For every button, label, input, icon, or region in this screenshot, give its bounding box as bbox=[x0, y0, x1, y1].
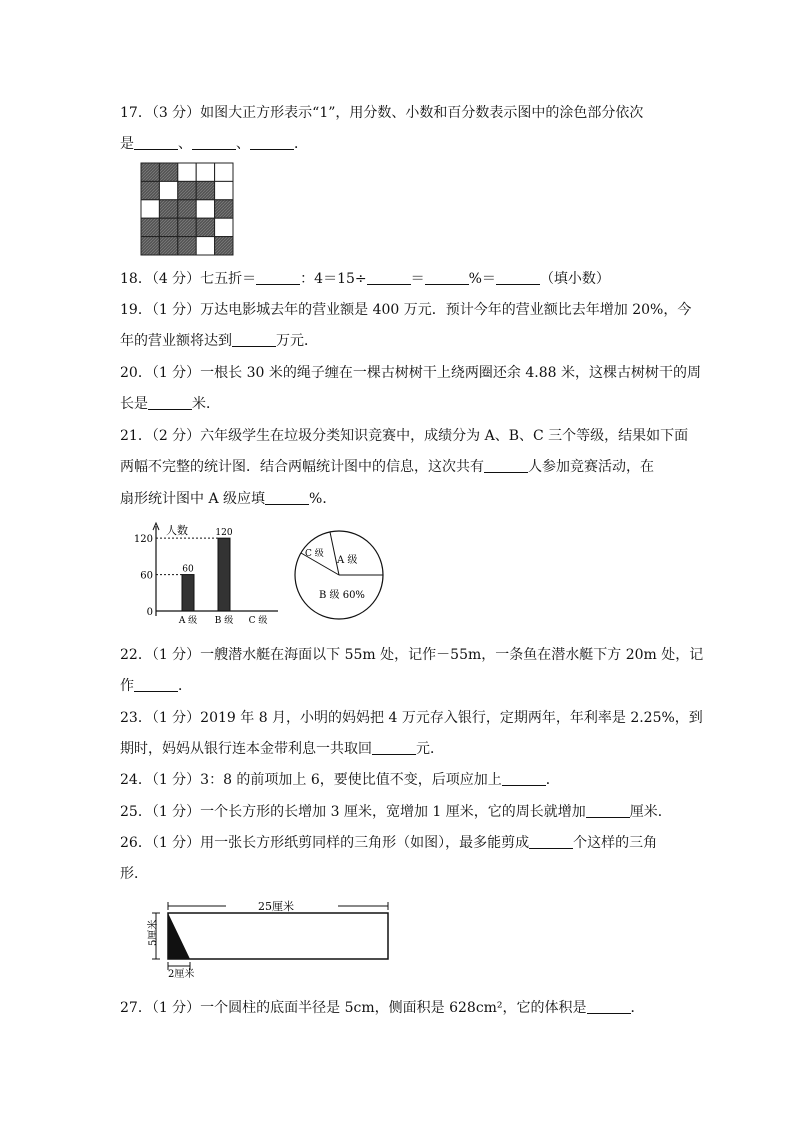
q18-text: %＝ bbox=[468, 271, 496, 287]
answer-blank[interactable] bbox=[134, 135, 178, 150]
answer-blank[interactable] bbox=[367, 270, 411, 285]
answer-blank[interactable] bbox=[134, 677, 178, 692]
q27-text: 27．（1 分）一个圆柱的底面半径是 5cm，侧面积是 628cm²，它的体积是 bbox=[120, 1000, 587, 1016]
shaded-cell bbox=[178, 237, 196, 255]
q17-end: ． bbox=[294, 136, 308, 152]
question-23-line1: 23．（1 分）2019 年 8 月，小明的妈妈把 4 万元存入银行，定期两年，年利率是 2.25%，到 bbox=[120, 710, 703, 726]
question-19-line2 bbox=[120, 331, 680, 351]
bar-value-label: 120 bbox=[215, 528, 233, 539]
shaded-cell bbox=[159, 237, 177, 255]
q23-text: 期时，妈妈从银行连本金带利息一共取回 bbox=[120, 741, 372, 757]
answer-blank[interactable] bbox=[502, 771, 546, 786]
answer-blank[interactable] bbox=[148, 395, 192, 410]
x-category-label: C 级 bbox=[248, 616, 268, 626]
q21-text: 两幅不完整的统计图．结合两幅统计图中的信息，这次共有 bbox=[120, 459, 484, 475]
y-tick-label: 0 bbox=[146, 607, 153, 618]
shaded-cell bbox=[141, 163, 159, 181]
shaded-cell bbox=[178, 181, 196, 199]
answer-blank[interactable] bbox=[529, 834, 573, 849]
q26-text: 个这样的三角 bbox=[573, 835, 658, 851]
length-label: 25厘米 bbox=[258, 900, 294, 913]
question-22-line1: 22．（1 分）一艘潜水艇在海面以下 55m 处，记作－55m，一条鱼在潜水艇下方 20m 处，记 bbox=[120, 647, 704, 663]
q20-text: 米． bbox=[192, 396, 220, 412]
q20-text: 长是 bbox=[120, 396, 148, 412]
shaded-grid-figure bbox=[140, 162, 234, 256]
y-axis-label: 人数 bbox=[166, 524, 188, 537]
question-17-line2 bbox=[120, 134, 680, 154]
q18-text: （填小数） bbox=[539, 271, 610, 287]
question-27 bbox=[120, 998, 680, 1018]
question-21-line3 bbox=[120, 489, 680, 509]
shaded-cell bbox=[159, 218, 177, 236]
shaded-cell bbox=[159, 200, 177, 218]
question-20-line1: 20．（1 分）一根长 30 米的绳子缠在一棵古树树干上绕两圈还余 4.88 米，这棵古树树干的周 bbox=[120, 365, 701, 381]
blank-cell bbox=[159, 181, 177, 199]
blank-cell bbox=[196, 237, 214, 255]
y-tick-label: 120 bbox=[133, 534, 153, 546]
question-23-line2 bbox=[120, 739, 680, 759]
q21-text: 扇形统计图中 A 级应填 bbox=[120, 491, 266, 507]
q17-prefix: 是 bbox=[120, 136, 134, 152]
shaded-cell bbox=[141, 218, 159, 236]
pie-label-b: B 级 60% bbox=[319, 590, 365, 601]
bar-chart bbox=[133, 520, 280, 626]
blank-cell bbox=[196, 200, 214, 218]
q24-text: 24．（1 分）3：8 的前项加上 6，要使比值不变，后项应加上 bbox=[120, 772, 502, 788]
answer-blank[interactable] bbox=[232, 332, 276, 347]
q27-text: ． bbox=[630, 1000, 645, 1016]
height-label: 5厘米 bbox=[148, 919, 159, 946]
x-category-label: B 级 bbox=[214, 616, 234, 626]
q17-sep: 、 bbox=[178, 136, 192, 152]
q26-text: 26．（1 分）用一张长方形纸剪同样的三角形（如图），最多能剪成 bbox=[120, 835, 530, 851]
bar-value-label: 60 bbox=[182, 564, 194, 575]
answer-blank[interactable] bbox=[265, 490, 309, 505]
question-22-line2 bbox=[120, 676, 680, 696]
question-25 bbox=[120, 802, 680, 822]
answer-blank[interactable] bbox=[192, 135, 236, 150]
blank-cell bbox=[215, 163, 233, 181]
answer-blank[interactable] bbox=[425, 270, 469, 285]
shaded-cell bbox=[178, 200, 196, 218]
q18-text: ：4＝15÷ bbox=[300, 271, 367, 287]
bar bbox=[182, 575, 194, 611]
q18-text: ＝ bbox=[410, 271, 425, 287]
q25-text: 厘米． bbox=[629, 804, 672, 820]
cut-triangle bbox=[168, 913, 190, 959]
paper-rectangle bbox=[168, 913, 388, 959]
question-26-line1 bbox=[120, 833, 680, 853]
rectangle-triangle-figure bbox=[138, 896, 398, 980]
blank-cell bbox=[141, 200, 159, 218]
pie-chart bbox=[292, 516, 388, 622]
pie-label-a: A 级 bbox=[337, 555, 358, 566]
shaded-cell bbox=[196, 181, 214, 199]
question-18 bbox=[120, 269, 680, 289]
question-26-line2: 形． bbox=[120, 866, 148, 882]
shaded-cell bbox=[215, 237, 233, 255]
shaded-cell bbox=[178, 218, 196, 236]
question-21-line2 bbox=[120, 457, 680, 477]
question-19-line1: 19．（1 分）万达电影城去年的营业额是 400 万元．预计今年的营业额比去年增加 20%，今 bbox=[120, 302, 692, 318]
q25-text: 25．（1 分）一个长方形的长增加 3 厘米，宽增加 1 厘米，它的周长就增加 bbox=[120, 804, 586, 820]
answer-blank[interactable] bbox=[496, 270, 540, 285]
answer-blank[interactable] bbox=[484, 458, 528, 473]
question-20-line2 bbox=[120, 394, 680, 414]
blank-cell bbox=[215, 218, 233, 236]
question-17-line1: 17．（3 分）如图大正方形表示“1”，用分数、小数和百分数表示图中的涂色部分依次 bbox=[120, 105, 644, 121]
q17-sep: 、 bbox=[236, 136, 250, 152]
q19-text: 年的营业额将达到 bbox=[120, 333, 232, 349]
pie-label-c: C 级 bbox=[305, 549, 324, 559]
blank-cell bbox=[196, 163, 214, 181]
q21-text: %． bbox=[309, 491, 337, 507]
base-label: 2厘米 bbox=[168, 969, 195, 980]
q22-text: 作 bbox=[120, 678, 134, 694]
answer-blank[interactable] bbox=[586, 803, 630, 818]
question-24 bbox=[120, 770, 680, 790]
shaded-cell bbox=[141, 237, 159, 255]
q21-text: 人参加竞赛活动，在 bbox=[528, 459, 654, 475]
answer-blank[interactable] bbox=[587, 999, 631, 1014]
blank-cell bbox=[178, 163, 196, 181]
q24-text: ． bbox=[545, 772, 560, 788]
bar bbox=[218, 538, 230, 611]
shaded-cell bbox=[215, 200, 233, 218]
blank-cell bbox=[215, 181, 233, 199]
x-category-label: A 级 bbox=[178, 616, 198, 626]
q19-text: 万元． bbox=[276, 333, 318, 349]
shaded-cell bbox=[159, 163, 177, 181]
q18-text: 18．（4 分）七五折＝ bbox=[120, 271, 257, 287]
answer-blank[interactable] bbox=[372, 740, 416, 755]
q22-text: ． bbox=[178, 678, 192, 694]
y-tick-label: 60 bbox=[140, 570, 153, 582]
shaded-cell bbox=[196, 218, 214, 236]
q23-text: 元． bbox=[416, 741, 444, 757]
shaded-cell bbox=[141, 181, 159, 199]
question-21-line1: 21．（2 分）六年级学生在垃圾分类知识竞赛中，成绩分为 A、B、C 三个等级，结果如下面 bbox=[120, 428, 689, 444]
answer-blank[interactable] bbox=[250, 135, 294, 150]
answer-blank[interactable] bbox=[256, 270, 300, 285]
